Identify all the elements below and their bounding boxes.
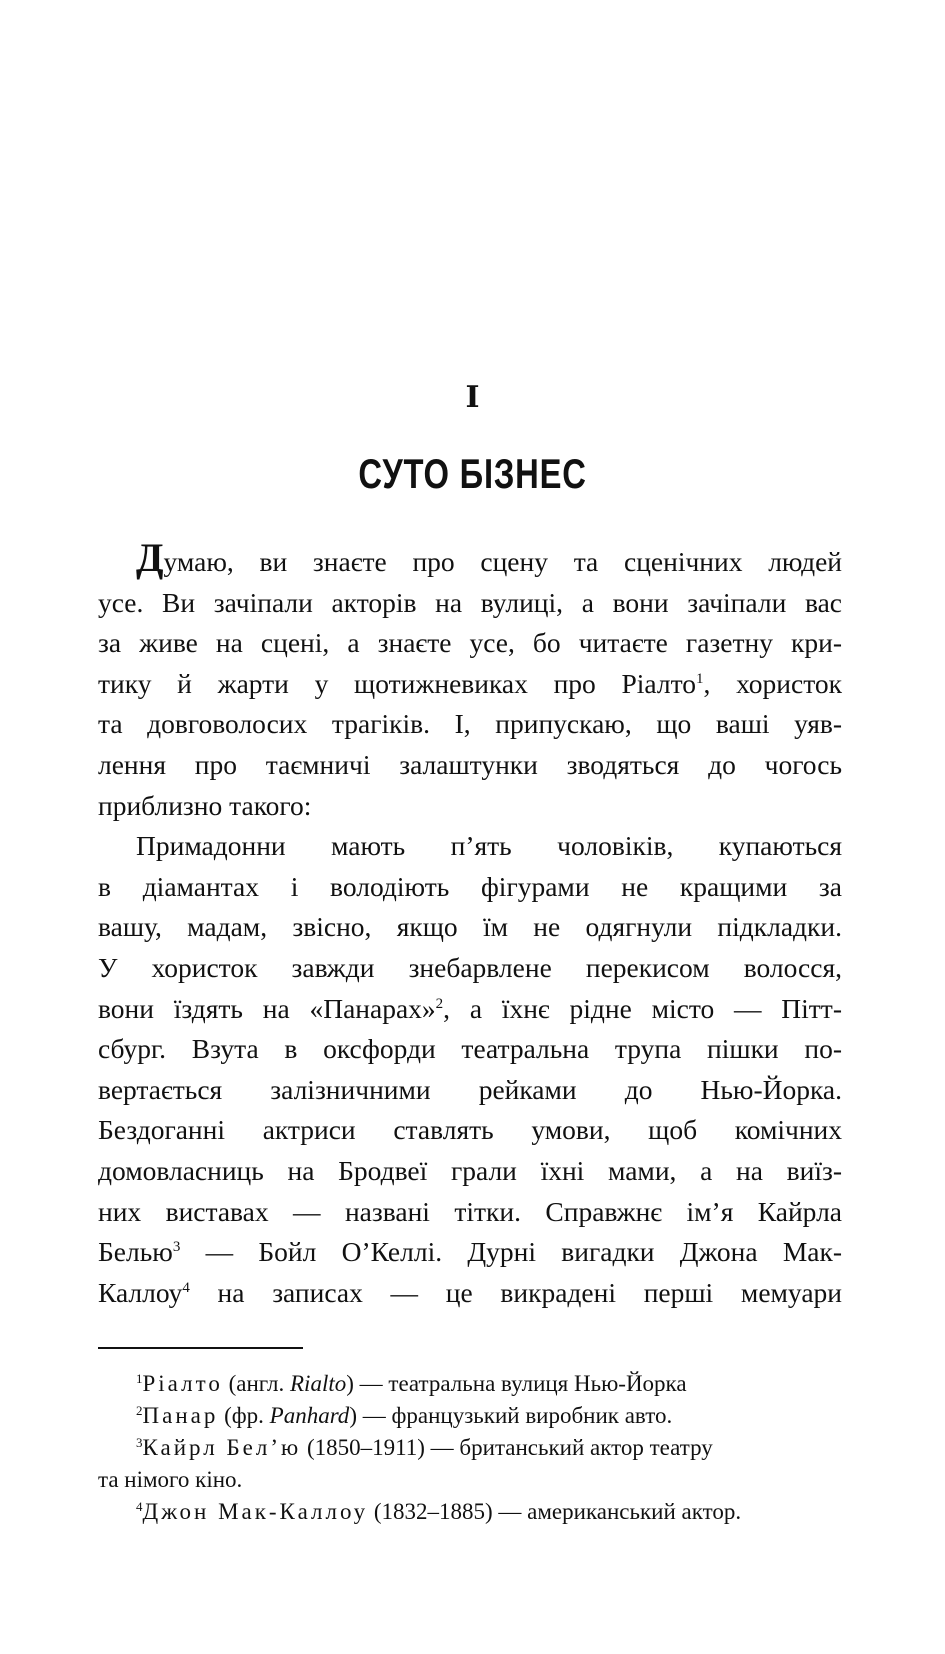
text-line	[98, 1273, 842, 1314]
line-text: тику й жарти у щотижневиках про Ріалто	[98, 667, 697, 699]
footnote-text: (1832–1885) — американський актор.	[368, 1499, 742, 1524]
footnote-3	[98, 1432, 842, 1464]
text-line	[98, 1232, 842, 1273]
footnote-text: ) — театральна вулиця Нью-Йорка	[346, 1371, 687, 1396]
footnote-1	[98, 1368, 842, 1400]
footnote-mark: 1	[136, 1371, 143, 1386]
text-line: за живе на сцені, а знаєте усе, бо читаєте газетну кри-	[98, 627, 842, 659]
text-line: в діамантах і володіють фігурами не кращими за	[98, 870, 842, 902]
footnote-4	[98, 1496, 842, 1528]
footnote-term: Панар	[142, 1403, 219, 1428]
line-text: , а їхнє рідне місто — Пітт-	[443, 992, 842, 1024]
text-line: Примадонни мають п’ять чоловіків, купаються	[136, 830, 842, 862]
footnote-divider	[98, 1347, 303, 1349]
text-line	[98, 989, 842, 1030]
chapter-number: I	[465, 380, 480, 415]
line-text: — Бойл О’Келлі. Дурні вигадки Джона Мак-	[180, 1236, 842, 1268]
footnote-ref-3[interactable]: 3	[172, 1239, 181, 1256]
text-line: сбург. Взута в оксфорди театральна трупа пішки по-	[98, 1033, 842, 1065]
chapter-title: СУТО БІЗНЕС	[358, 450, 587, 497]
text-line: них виставах — названі тітки. Справжнє ім’я Кайрла	[98, 1195, 842, 1227]
footnote-term: Кайрл Бел’ю	[142, 1435, 302, 1460]
footnote-ref-1[interactable]: 1	[696, 670, 704, 687]
footnote-mark: 2	[136, 1403, 143, 1418]
text-line: вашу, мадам, звісно, якщо їм не одягнули підкладки.	[98, 911, 842, 943]
footnotes	[98, 1368, 842, 1528]
paragraph-1	[98, 535, 842, 826]
text-line	[98, 664, 842, 705]
footnote-mark: 3	[136, 1435, 143, 1450]
text-line: вертається залізничними рейками до Нью-Йорка.	[98, 1073, 842, 1105]
line-text: вони їздять на «Панарах»	[98, 992, 436, 1024]
line-text: Белью	[98, 1236, 173, 1268]
footnote-mark: 4	[136, 1499, 143, 1514]
line-text: умаю, ви знаєте про сцену та сценічних людей	[163, 546, 842, 577]
line-text: , хористок	[703, 667, 842, 699]
text-line: та довговолосих трагіків. І, припускаю, що ваші уяв-	[98, 708, 842, 740]
text-line: лення про таємничі залаштунки зводяться до чогось	[98, 748, 842, 780]
text-line: У хористок завжди знебарвлене перекисом волосся,	[98, 951, 842, 983]
footnote-text: (фр.	[218, 1403, 270, 1428]
text-line: приблизно такого:	[98, 789, 312, 821]
body-text	[98, 535, 842, 1313]
text-line: Бездоганні актриси ставлять умови, щоб комічних	[98, 1114, 842, 1146]
text-line	[98, 535, 842, 583]
footnote-2	[98, 1400, 842, 1432]
footnote-text: ) — французький виробник авто.	[349, 1403, 673, 1428]
line-text: Каллоу	[98, 1276, 183, 1308]
text-line: домовласниць на Бродвеї грали їхні мами, а на виїз-	[98, 1154, 842, 1186]
footnote-italic: Rialto	[290, 1371, 347, 1396]
footnote-ref-4[interactable]: 4	[182, 1279, 190, 1296]
footnote-text: (1850–1911) — британський актор театру	[301, 1435, 713, 1460]
footnote-term: Ріалто	[142, 1371, 223, 1396]
footnote-3-continuation: та німого кіно.	[98, 1467, 243, 1492]
footnote-italic: Panhard	[269, 1403, 350, 1428]
text-line: усе. Ви зачіпали акторів на вулиці, а вони зачіпали вас	[98, 586, 842, 618]
paragraph-2	[98, 826, 842, 1313]
line-text: на записах — це викрадені перші мемуари	[189, 1276, 842, 1308]
footnote-text: (англ.	[222, 1371, 290, 1396]
footnote-term: Джон Мак-Каллоу	[142, 1499, 369, 1524]
drop-cap: Д	[136, 535, 164, 580]
footnote-ref-2[interactable]: 2	[435, 995, 444, 1012]
